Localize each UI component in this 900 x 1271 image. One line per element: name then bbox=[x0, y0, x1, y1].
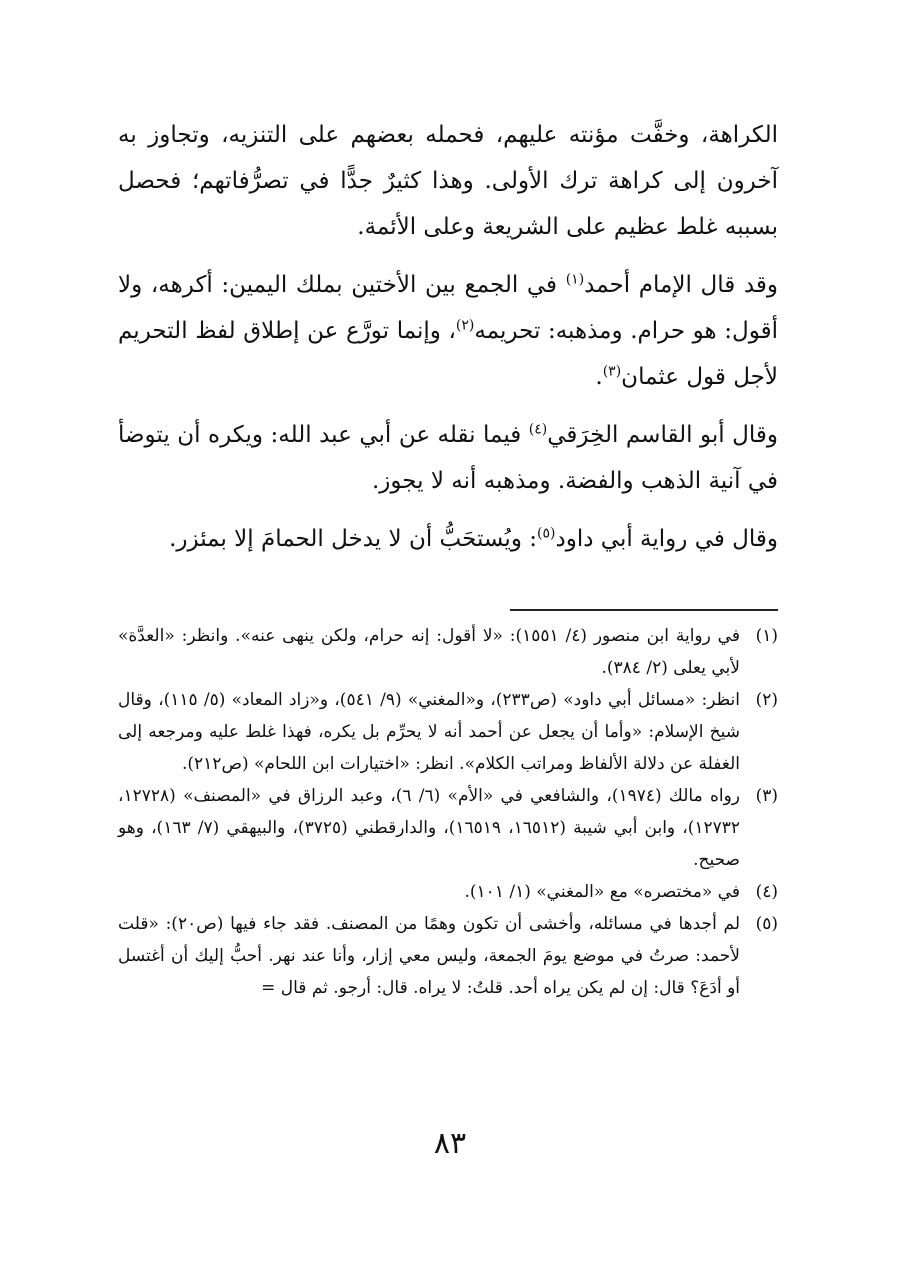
footnote-text bbox=[118, 684, 740, 780]
page-number: ٨٣ bbox=[433, 1126, 467, 1161]
footnote-number: (٢) bbox=[755, 690, 778, 710]
footnote-line: «اختيارات ابن اللحام» (ص٢١٢). bbox=[181, 754, 410, 774]
footnote-5 bbox=[118, 908, 778, 1004]
footnote-number: (١) bbox=[755, 626, 778, 646]
text-segment: وقال في رواية أبي داود bbox=[555, 526, 778, 552]
main-text bbox=[118, 112, 778, 562]
text-segment: فيما نقله عن أبي عبد الله: ويكره أن يتوضأ bbox=[118, 422, 529, 448]
footnote-2 bbox=[118, 684, 778, 780]
footnote-text bbox=[118, 780, 740, 876]
footnote-line: (٥/ ١١٥)، وقال شيخ الإسلام: «وأما أن يجعل عن أحمد أنه لا يحرِّم بل يكره، bbox=[118, 690, 740, 742]
footnote-line: إليك أن أغتسل أو أدَعَ؟ قال: إن لم يكن يراه أحد. قلتُ: لا يراه. قال: أرجو. ثم قال = bbox=[118, 946, 740, 998]
footnote-line: «قلت لأحمد: صرتُ في موضع يومَ الجمعة، وليس معي إزار، وأنا عند نهر. أحبُّ bbox=[118, 914, 740, 966]
footnote-ref-4[interactable]: (٤) bbox=[528, 421, 548, 438]
text-line: الكراهة، وخفَّت مؤنته عليهم، فحمله بعضهم على التنزيه، وتجاوز به bbox=[118, 122, 778, 148]
text-segment: ، وإنما تورَّع عن إطلاق لفظ bbox=[195, 318, 456, 344]
footnotes bbox=[118, 620, 778, 1004]
footnote-3 bbox=[118, 780, 778, 876]
footnote-text bbox=[118, 620, 740, 684]
text-segment: : ويُستحَبُّ أن لا يدخل الحمامَ إلا بمئزر. bbox=[169, 526, 538, 552]
footnote-ref-2[interactable]: (٢) bbox=[455, 317, 475, 334]
footnote-ref-5[interactable]: (٥) bbox=[537, 525, 556, 542]
footnote-line: انظر: «مسائل أبي داود» (ص٢٣٣)، و«المغني» (٩/ ٥٤١)، و«زاد المعاد» bbox=[231, 690, 741, 710]
footnote-line: فهذا غلط عليه ومرجعه إلى الغفلة عن دلالة الألفاظ ومراتب الكلام». انظر: bbox=[118, 722, 740, 774]
text-segment: ولا أقول: هو حرام. ومذهبه: تحريمه bbox=[118, 272, 778, 344]
footnote-1 bbox=[118, 620, 778, 684]
footnote-ref-1[interactable]: (١) bbox=[565, 271, 585, 288]
footnote-line: رواه مالك (١٩٧٤)، والشافعي في «الأم» (٦/ ٦)، وعبد الرزاق في «المصنف» bbox=[183, 786, 740, 806]
paragraph-3 bbox=[118, 412, 778, 504]
text-segment: وقد قال الإمام أحمد bbox=[584, 272, 779, 298]
footnote-line: في «مختصره» مع «المغني» (١/ ١٠١). bbox=[464, 882, 740, 902]
text-segment: . bbox=[595, 364, 603, 390]
footnote-4 bbox=[118, 876, 778, 908]
footnote-line: (١٢٧٢٨، ١٢٧٣٢)، وابن أبي شيبة (١٦٥١٢، ١٦٥١٩)، والدارقطني (٣٧٢٥)، bbox=[118, 786, 741, 838]
footnote-line: لم أجدها في مسائله، وأخشى أن تكون وهمًا من المصنف. فقد جاء فيها (ص٢٠): bbox=[165, 914, 740, 934]
text-segment: في آنية الذهب والفضة. ومذهبه أنه لا يجوز. bbox=[371, 468, 778, 494]
text-line: آخرون إلى كراهة ترك الأولى. وهذا كثيرٌ جدًّا في تصرُّفاتهم؛ فحصل بسببه bbox=[118, 168, 778, 240]
footnote-line: في رواية ابن منصور (٤/ ١٥٥١): «لا أقول: إنه حرام، ولكن ينهى عنه». وانظر: bbox=[181, 626, 740, 646]
text-segment: في الجمع بين الأختين بملك اليمين: أكرهه، bbox=[150, 272, 566, 298]
footnote-number: (٤) bbox=[755, 882, 778, 902]
footnote-ref-3[interactable]: (٣) bbox=[602, 363, 622, 380]
paragraph-4 bbox=[118, 516, 778, 562]
footnote-separator bbox=[510, 609, 778, 611]
paragraph-2 bbox=[118, 262, 778, 400]
text-segment: التحريم لأجل قول عثمان bbox=[118, 318, 778, 390]
paragraph-1 bbox=[118, 112, 778, 250]
footnote-line: والبيهقي (٧/ ١٦٣)، وهو صحيح. bbox=[118, 818, 740, 870]
footnote-text bbox=[118, 876, 740, 908]
footnote-text bbox=[118, 908, 740, 1004]
footnote-number: (٥) bbox=[755, 914, 778, 934]
text-line: غلط عظيم على الشريعة وعلى الأئمة. bbox=[357, 214, 718, 240]
text-segment: وقال أبو القاسم الخِرَقي bbox=[547, 422, 778, 448]
footnote-number: (٣) bbox=[755, 786, 778, 806]
footnote-line: «العدَّة» لأبي يعلى (٢/ ٣٨٤). bbox=[118, 626, 740, 678]
